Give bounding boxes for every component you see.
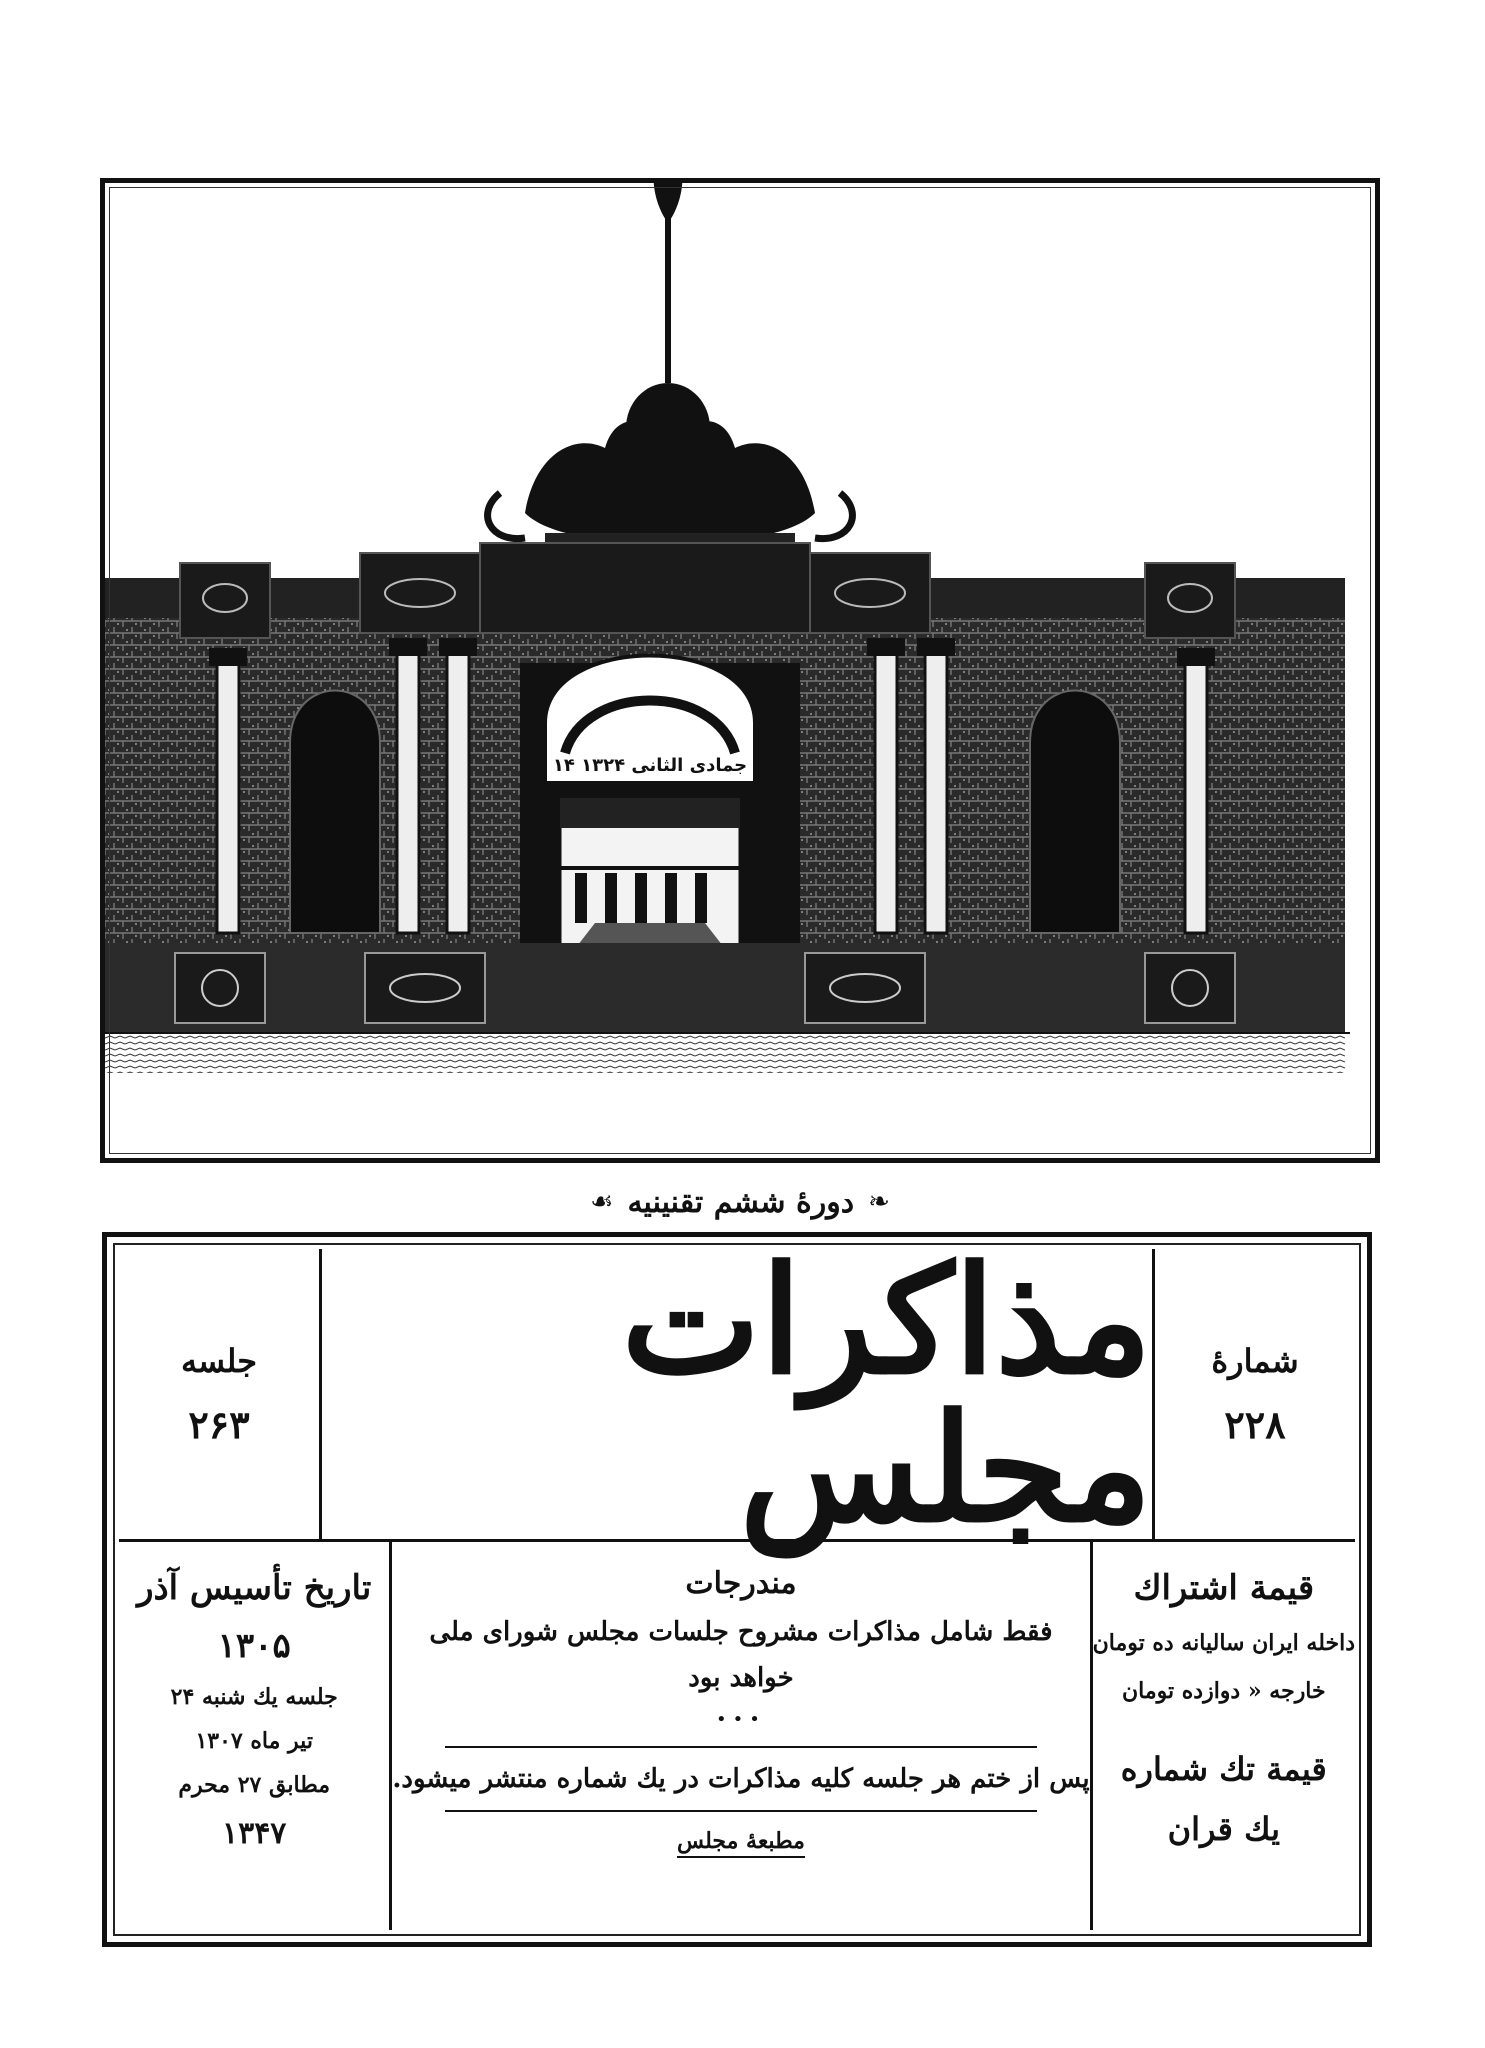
divider [445,1746,1038,1748]
subscription-cell [1093,1542,1355,1930]
single-issue-price: یك قران [1167,1810,1280,1848]
central-arch [520,656,800,969]
foreign-price: خارجه « دوازده تومان [1121,1678,1326,1704]
session-day: جلسه یك شنبه ۲۴ [170,1684,338,1710]
founded-heading: تاریخ تأسیس آذر [137,1568,372,1608]
ornament-icon: ❧ [868,1187,890,1217]
hijri-date: مطابق ۲۷ محرم [178,1772,331,1798]
session-month: تیر ماه ۱۳۰۷ [195,1728,313,1754]
subscription-heading: قیمة اشتراك [1133,1568,1315,1608]
session-label: جلسه [180,1341,258,1380]
single-issue-heading: قیمة تك شماره [1120,1750,1327,1788]
masthead-bottom-row [119,1542,1355,1930]
issue-label: شمارهٔ [1211,1341,1299,1380]
term-heading [540,1178,940,1226]
contents-note: پس از ختم هر جلسه کلیه مذاکرات در یك شماره منتشر میشود. [392,1764,1090,1794]
parliament-gate-engraving [100,178,1380,1163]
divider [445,1810,1038,1812]
hijri-year: ۱۳۴۷ [221,1816,287,1851]
founded-year: ۱۳۰۵ [217,1626,291,1666]
date-cell [119,1542,389,1930]
issue-cell [1155,1249,1355,1539]
printer-name: مطبعهٔ مجلس [677,1828,805,1858]
crown-ornament [488,183,853,555]
session-number: ۲۶۳ [188,1401,250,1447]
issue-number: ۲۲۸ [1224,1401,1286,1447]
contents-line-2: خواهد بود [688,1663,794,1693]
contents-separator: ••• [716,1709,766,1730]
contents-line-1: فقط شامل مذاکرات مشروح جلسات مجلس شورای ملی [429,1617,1053,1647]
masthead-top-row [119,1233,1355,1555]
gate-illustration [105,183,1375,1158]
arch-inscription: ۱۴ جمادی الثانی ۱۳۲۴ [552,755,748,776]
domestic-price: داخله ایران سالیانه ده تومان [1092,1630,1355,1656]
gazette-title: مذاکرات مجلس [621,1233,1152,1555]
session-cell [119,1249,319,1539]
contents-heading: مندرجات [685,1566,797,1601]
contents-cell [389,1542,1092,1930]
title-cell [319,1233,1155,1555]
term-text: دورهٔ ششم تقنینیه [627,1184,855,1220]
masthead [102,1232,1372,1947]
ornament-icon: ☙ [590,1187,614,1217]
